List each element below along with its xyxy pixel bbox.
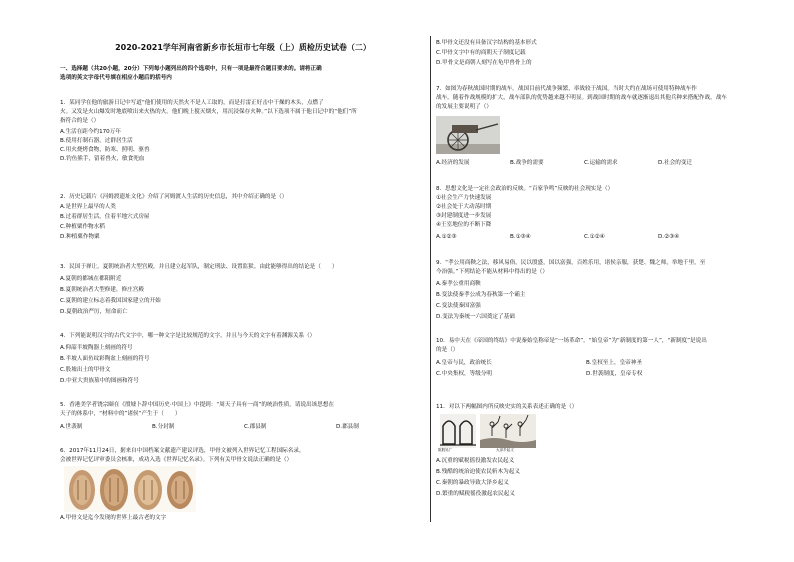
q3-option-b: B.夏朝统治者大型修建，修庄宫殿 (60, 287, 144, 293)
q11-caption-1: 陈胜吴广 (438, 448, 453, 452)
q1-option-a: A.生活在距今约170万年 (60, 129, 121, 135)
q6-option-c: C.甲骨文字中有的商朝天子制度记载 (436, 50, 526, 56)
q2-option-c: C.种植粟作物水稻 (60, 224, 105, 230)
q5-option-c: C.郡县制 (244, 424, 267, 430)
q1-option-d: D.钓鱼熊手，留着兽火，敏食兜血 (60, 156, 145, 162)
q3-option-d: D.夏朝政治严厉，短命而亡 (60, 309, 128, 315)
q7-option-d: D.社会的变迁 (658, 160, 693, 166)
q2-stem: 2．历史记载片《河姆渡遗址文化》介绍了河姆渡人生活的历史信息，其中介绍正确的是（） (60, 194, 288, 200)
q1-option-b: B.使用打制石器，过群居生活 (60, 138, 133, 144)
q3-stem: 3．民国于禅让，夏朝统治者大型宫殿，并且建立起军队，制定刑法、设置监狱。由此能够得出的结论是（ ） (60, 264, 338, 270)
q10-option-d: D.世袭制度，皇帝专权 (586, 371, 643, 377)
q6-stem-2: 会被世界记忆评审委员会核准，成功入选《世界记忆名录》。下列有关甲骨文说法正确的是（） (60, 457, 293, 463)
q9-stem-1: 9．“孝公用商鞅之法，移风易俗，民以殷盛，国以富强，百姓乐用，诸侯亲服，获楚、魏之师，举地千里，至 (436, 260, 706, 266)
q6-stem-1: 6．2017年11月24日，据来自中国档案文献遗产建议评选，甲骨文被列入世界记忆工程国际名录， (60, 448, 305, 454)
q10-stem-2: 的是（） (436, 347, 459, 353)
chariot-photo (436, 116, 500, 154)
q5-option-a: A.世袭制 (60, 424, 83, 430)
gate-illustration (440, 414, 476, 448)
q9-stem-2: 今治强。”下列结论不能从材料中得出的是（） (436, 269, 548, 275)
q9-option-a: A.秦孝公重用商鞅 (436, 281, 481, 287)
q10-option-c: C.中央集权，等级分明 (436, 371, 493, 377)
q9-option-b: B.变法使秦孝公成为春秋第一个霸主 (436, 292, 526, 298)
q7-option-c: C.运输的需求 (584, 160, 618, 166)
q11-stem: 11．对以下两幅图内所反映史实的关系表述正确的是（） (436, 404, 578, 410)
q1-stem-1: 1．某同学在他的旅游日记中写道“他们使用的天然火不是人工取的，而是打雷正好击中干燥的木头，点燃了 (60, 100, 324, 106)
q6-option-a: A.甲骨文是迄今发现的世界上最古老的文字 (60, 515, 167, 521)
oracle-bone-photo (64, 466, 196, 512)
q10-stem-1: 10．易中天在《帝国的终结》中说秦始皇称帝是“一场革命”，“始皇帝”为“新制度的第一人”，“新制度”是说出 (436, 338, 707, 344)
q11-option-b: B.残酷的统治迫使农民斩木为起义 (436, 469, 520, 475)
q7-option-b: B.战争的需要 (510, 160, 544, 166)
q1-stem-2: 火。又发是火山爆发时地底喷出来火热的火。他们晚上搅灭烟火，用沉浸保存火种。”以下选项不属于他日记中的“他们”所 (60, 109, 357, 115)
q11-option-a: A.沉重的赋税徭役激发农民起义 (436, 458, 515, 464)
q9-option-c: C.变法使秦国富强 (436, 303, 481, 309)
q4-option-d: D.中亚大贵族墓中的图画和符号 (60, 378, 139, 384)
q6-option-b: B.甲骨文还没有具备汉字结构的基本形式 (436, 40, 537, 46)
q8-item-2: ②社会处于大动荡时期 (436, 204, 492, 210)
q3-option-c: C.夏朝的建立标志着我国国家建立的开始 (60, 298, 161, 304)
uprising-illustration (480, 414, 536, 448)
column-divider (430, 36, 431, 522)
q4-option-b: B.半坡人面鱼纹彩陶盆上刻画的符号 (60, 356, 150, 362)
q4-option-a: A.仰韶半坡陶器上刻画的符号 (60, 345, 133, 351)
q8-stem: 8．思想文化是一定社会政治的反映。“百家争鸣”反映的社会现实是（） (436, 186, 614, 192)
left-column (60, 0, 426, 562)
q11-option-d: D.繁重的赋税徭役激起农民起义 (436, 491, 515, 497)
q8-option-c: C.①②④ (584, 234, 605, 240)
q11-caption-2: 大泽乡起义 (496, 448, 514, 452)
q7-stem-1: 7．如图为春秋战国时期的战车。战国目前代战争频繁，率战较于战国。当时大约在战场可使用特种战车作 (436, 86, 697, 92)
q8-option-b: B.①③④ (510, 234, 531, 240)
q9-option-d: D.变法为秦统一六国奠定了基础 (436, 314, 515, 320)
q7-stem-2: 战车。随着作战规模的扩大，战车部队的优势越来越不明显。到战国时期的战车就逐渐退出其他兵种来搭配作战。战车 (436, 95, 727, 101)
q1-stem-3: 指符合的是（） (60, 118, 100, 124)
q2-option-a: A.是世界上最早的人类 (60, 204, 116, 210)
section-header-line-1: 一、选择题（共20小题，20分）下列每小题列出的四个选项中，只有一项是最符合题目要求的。请将正确 (60, 66, 322, 72)
q7-stem-3: 的发展主要说明了（） (436, 104, 492, 110)
q10-option-a: A.皇帝与民，政治统长 (436, 360, 492, 366)
q5-option-b: B.分封制 (152, 424, 175, 430)
q2-option-d: D.种植粟作物粟 (60, 234, 100, 240)
q8-item-3: ③封建制度进一步发展 (436, 213, 492, 219)
q7-option-a: A.经济的发展 (436, 160, 470, 166)
q8-option-d: D.②③④ (658, 234, 680, 240)
q11-option-c: C.秦朝的暴政导致大泽乡起义 (436, 480, 509, 486)
q10-option-b: B.皇权至上，皇帝神圣 (586, 360, 642, 366)
q1-option-c: C.用火烧烤食物，防寒、照明、驱兽 (60, 147, 150, 153)
section-header-line-2: 选项的英文字母代号填在相应小题后的括号内 (60, 75, 172, 81)
q4-option-c: C.股墟出土的甲骨文 (60, 367, 111, 373)
q8-item-4: ④王室地位的不断下降 (436, 222, 492, 228)
right-column (436, 0, 742, 562)
q3-option-a: A.夏朝的都城在都阳附近 (60, 276, 122, 282)
q8-item-1: ①社会生产力快速发展 (436, 195, 492, 201)
q8-option-a: A.①②③ (436, 234, 457, 240)
q4-stem: 4．下列能说明汉字的古代文字中，哪一种文字是比较规范的文字，并且与今天的文字有着渊源关系（） (60, 333, 316, 339)
q5-stem-2: 天子的体系中，“材料中的”诸侯“产生于（ ） (60, 411, 181, 417)
q6-option-d: D.甲骨文是商朝人刻写在龟甲兽骨上的 (436, 60, 532, 66)
q5-stem-1: 5．香港美学者饶宗颐在《殷墟卜辞中国历史·中国上》中提到：“周天子具有一商”的统治性质。请说出该思想在 (60, 402, 335, 408)
q2-option-b: B.过着群居生活，住着半地穴式房屋 (60, 214, 150, 220)
page-title: 2020-2021学年河南省新乡市长垣市七年级（上）质检历史试卷（二） (115, 43, 371, 52)
q5-option-d: D.郡县制 (336, 424, 359, 430)
